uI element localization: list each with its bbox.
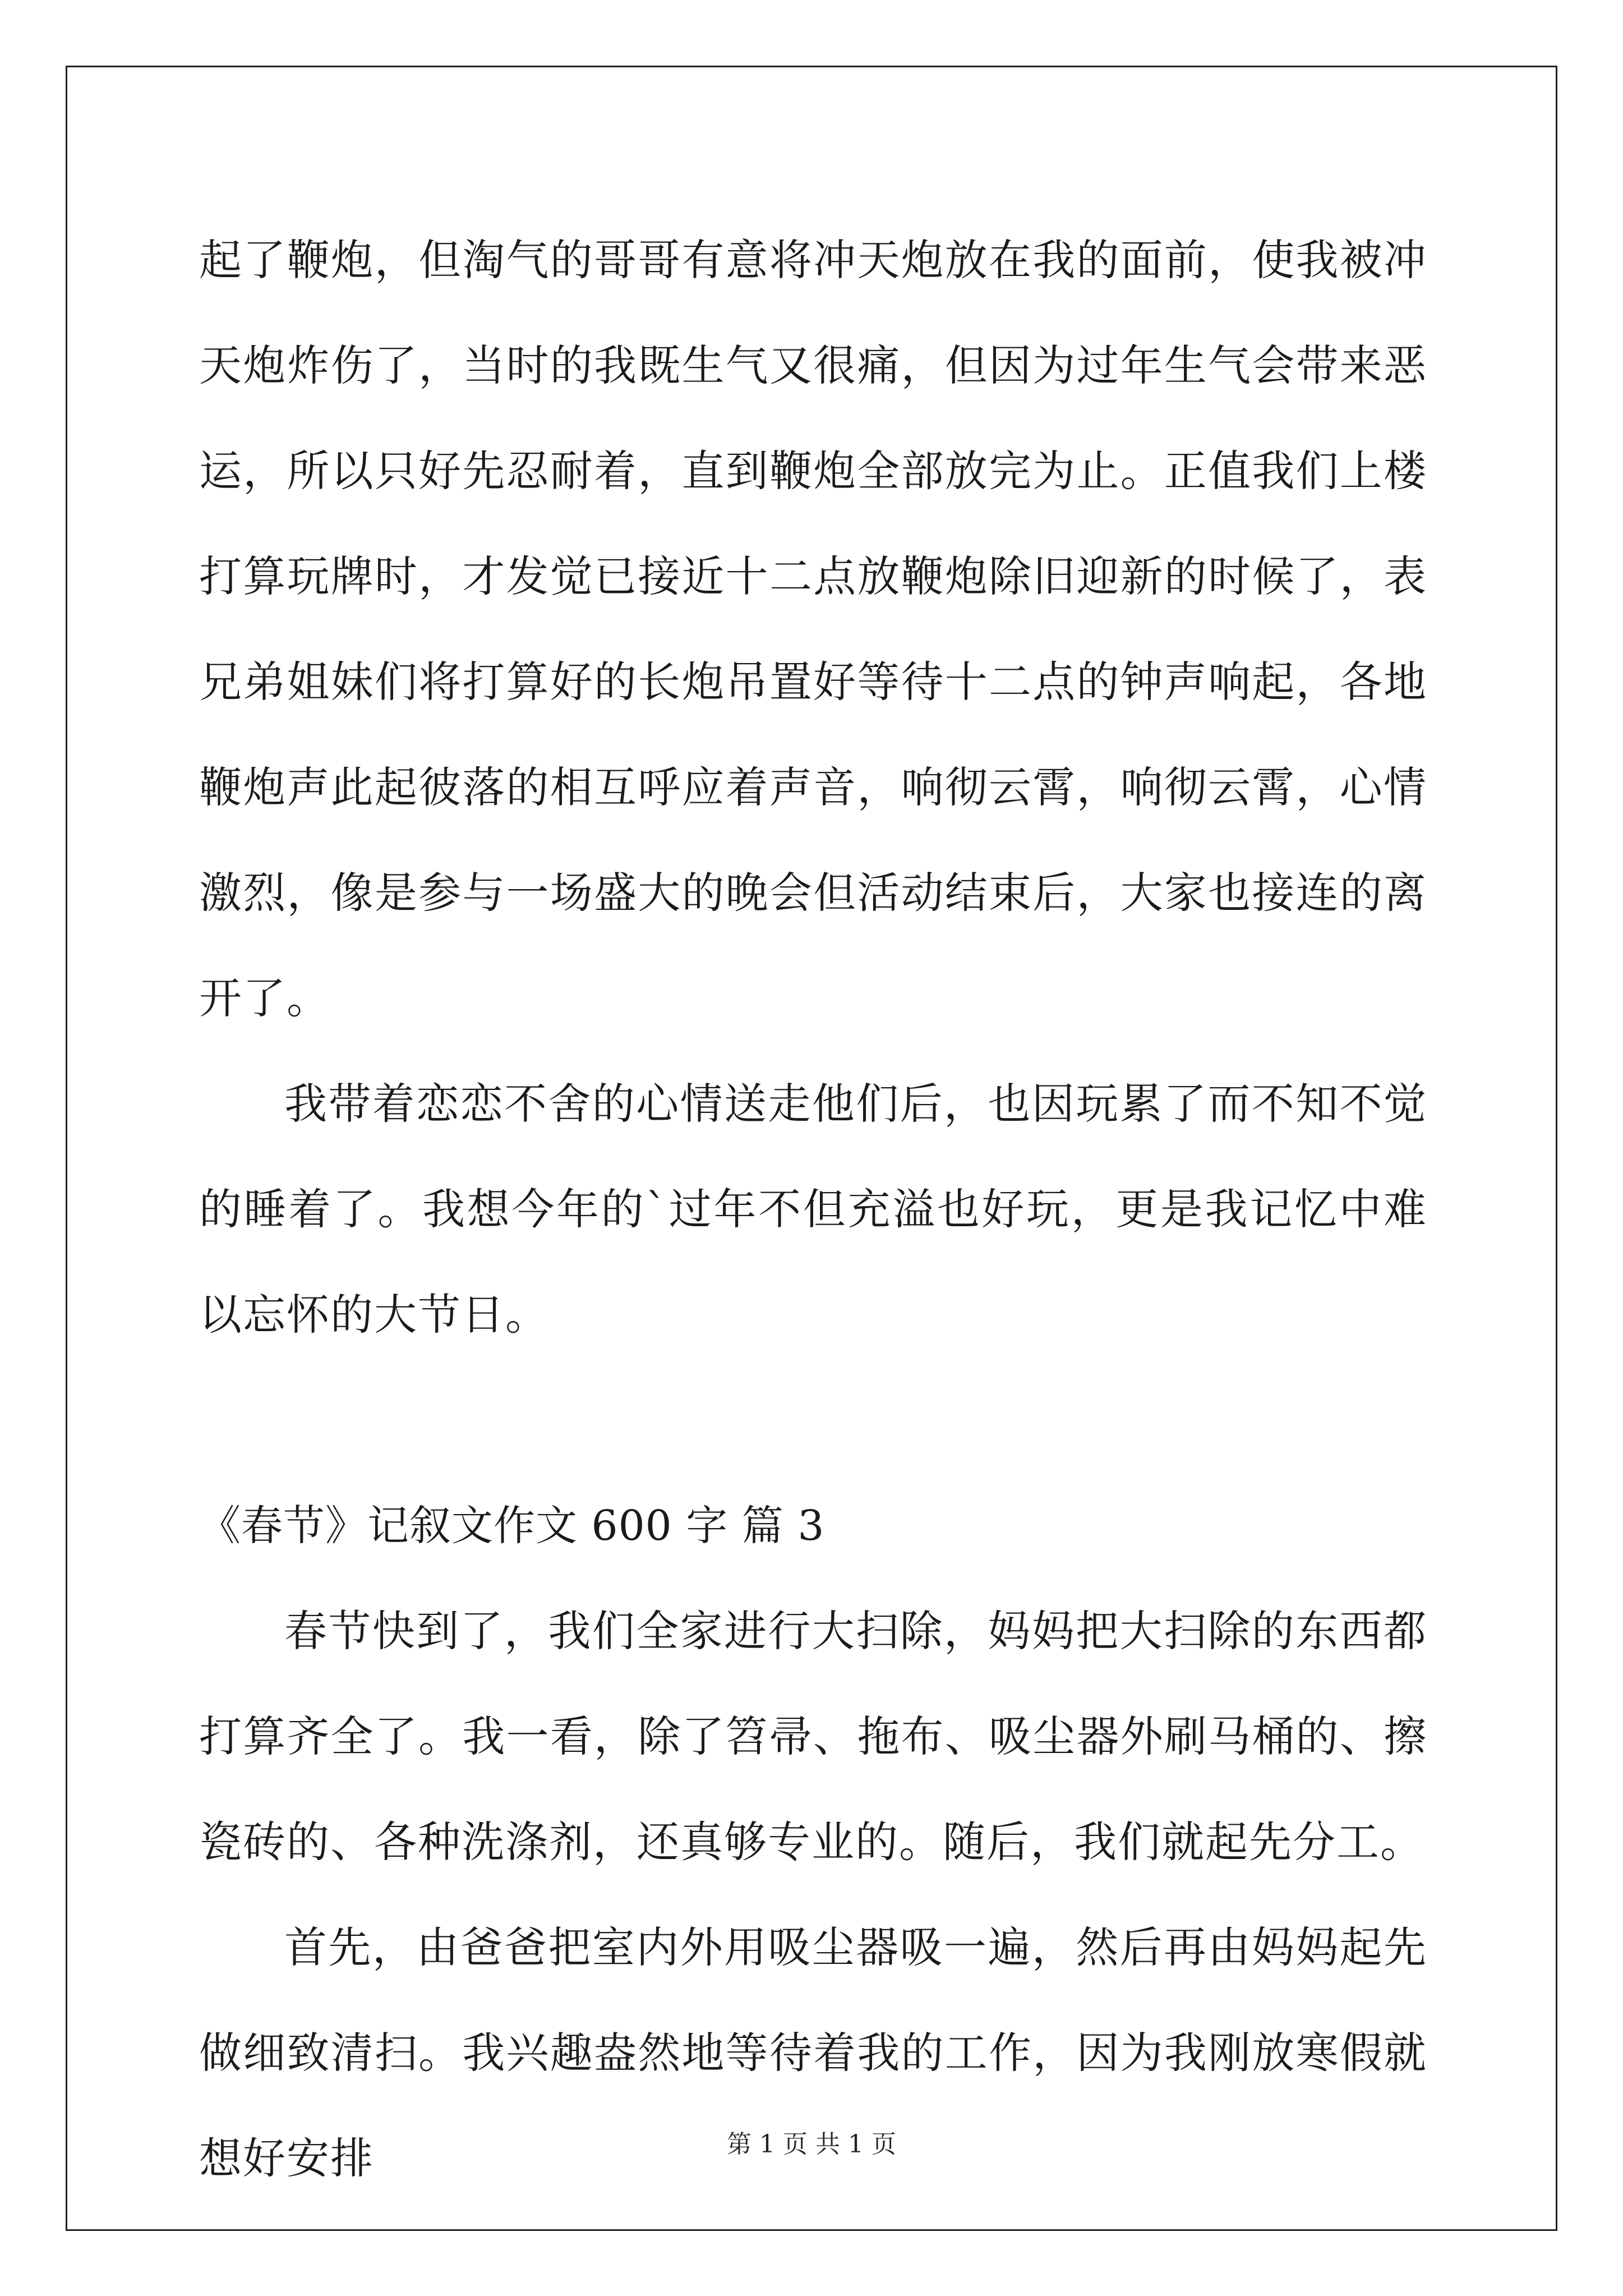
- section-gap: [199, 1368, 1427, 1473]
- paragraph-2: 我带着恋恋不舍的心情送走他们后，也因玩累了而不知不觉的睡着了。我想今年的`过年不但充溢也好玩，更是我记忆中难以忘怀的大节日。: [199, 1079, 1427, 1340]
- document-body: [199, 208, 1427, 2211]
- section-heading: 《春节》记叙文作文 600 字 篇 3: [199, 1502, 825, 1550]
- paragraph-1: 起了鞭炮，但淘气的哥哥有意将冲天炮放在我的面前，使我被冲天炮炸伤了，当时的我既生气又很痛，但因为过年生气会带来恶运，所以只好先忍耐着，直到鞭炮全部放完为止。正值我们上楼打算玩牌时，才发觉已接近十二点放鞭炮除旧迎新的时候了，表兄弟姐妹们将打算好的长炮吊置好等待十二点的钟声响起，各地鞭炮声此起彼落的相互呼应着声音，响彻云霄，响彻云霄，心情激烈，像是参与一场盛大的晚会但活动结束后，大家也接连的离开了。: [199, 235, 1427, 1023]
- paragraph-4: 首先，由爸爸把室内外用吸尘器吸一遍，然后再由妈妈起先做细致清扫。我兴趣盎然地等待着我的工作，因为我刚放寒假就想好安排: [199, 1922, 1427, 2183]
- page-footer: 第 1 页 共 1 页: [727, 2130, 896, 2159]
- paragraph-3: 春节快到了，我们全家进行大扫除，妈妈把大扫除的东西都打算齐全了。我一看，除了笤帚、拖布、吸尘器外刷马桶的、擦瓷砖的、各种洗涤剂，还真够专业的。随后，我们就起先分工。: [199, 1606, 1427, 1867]
